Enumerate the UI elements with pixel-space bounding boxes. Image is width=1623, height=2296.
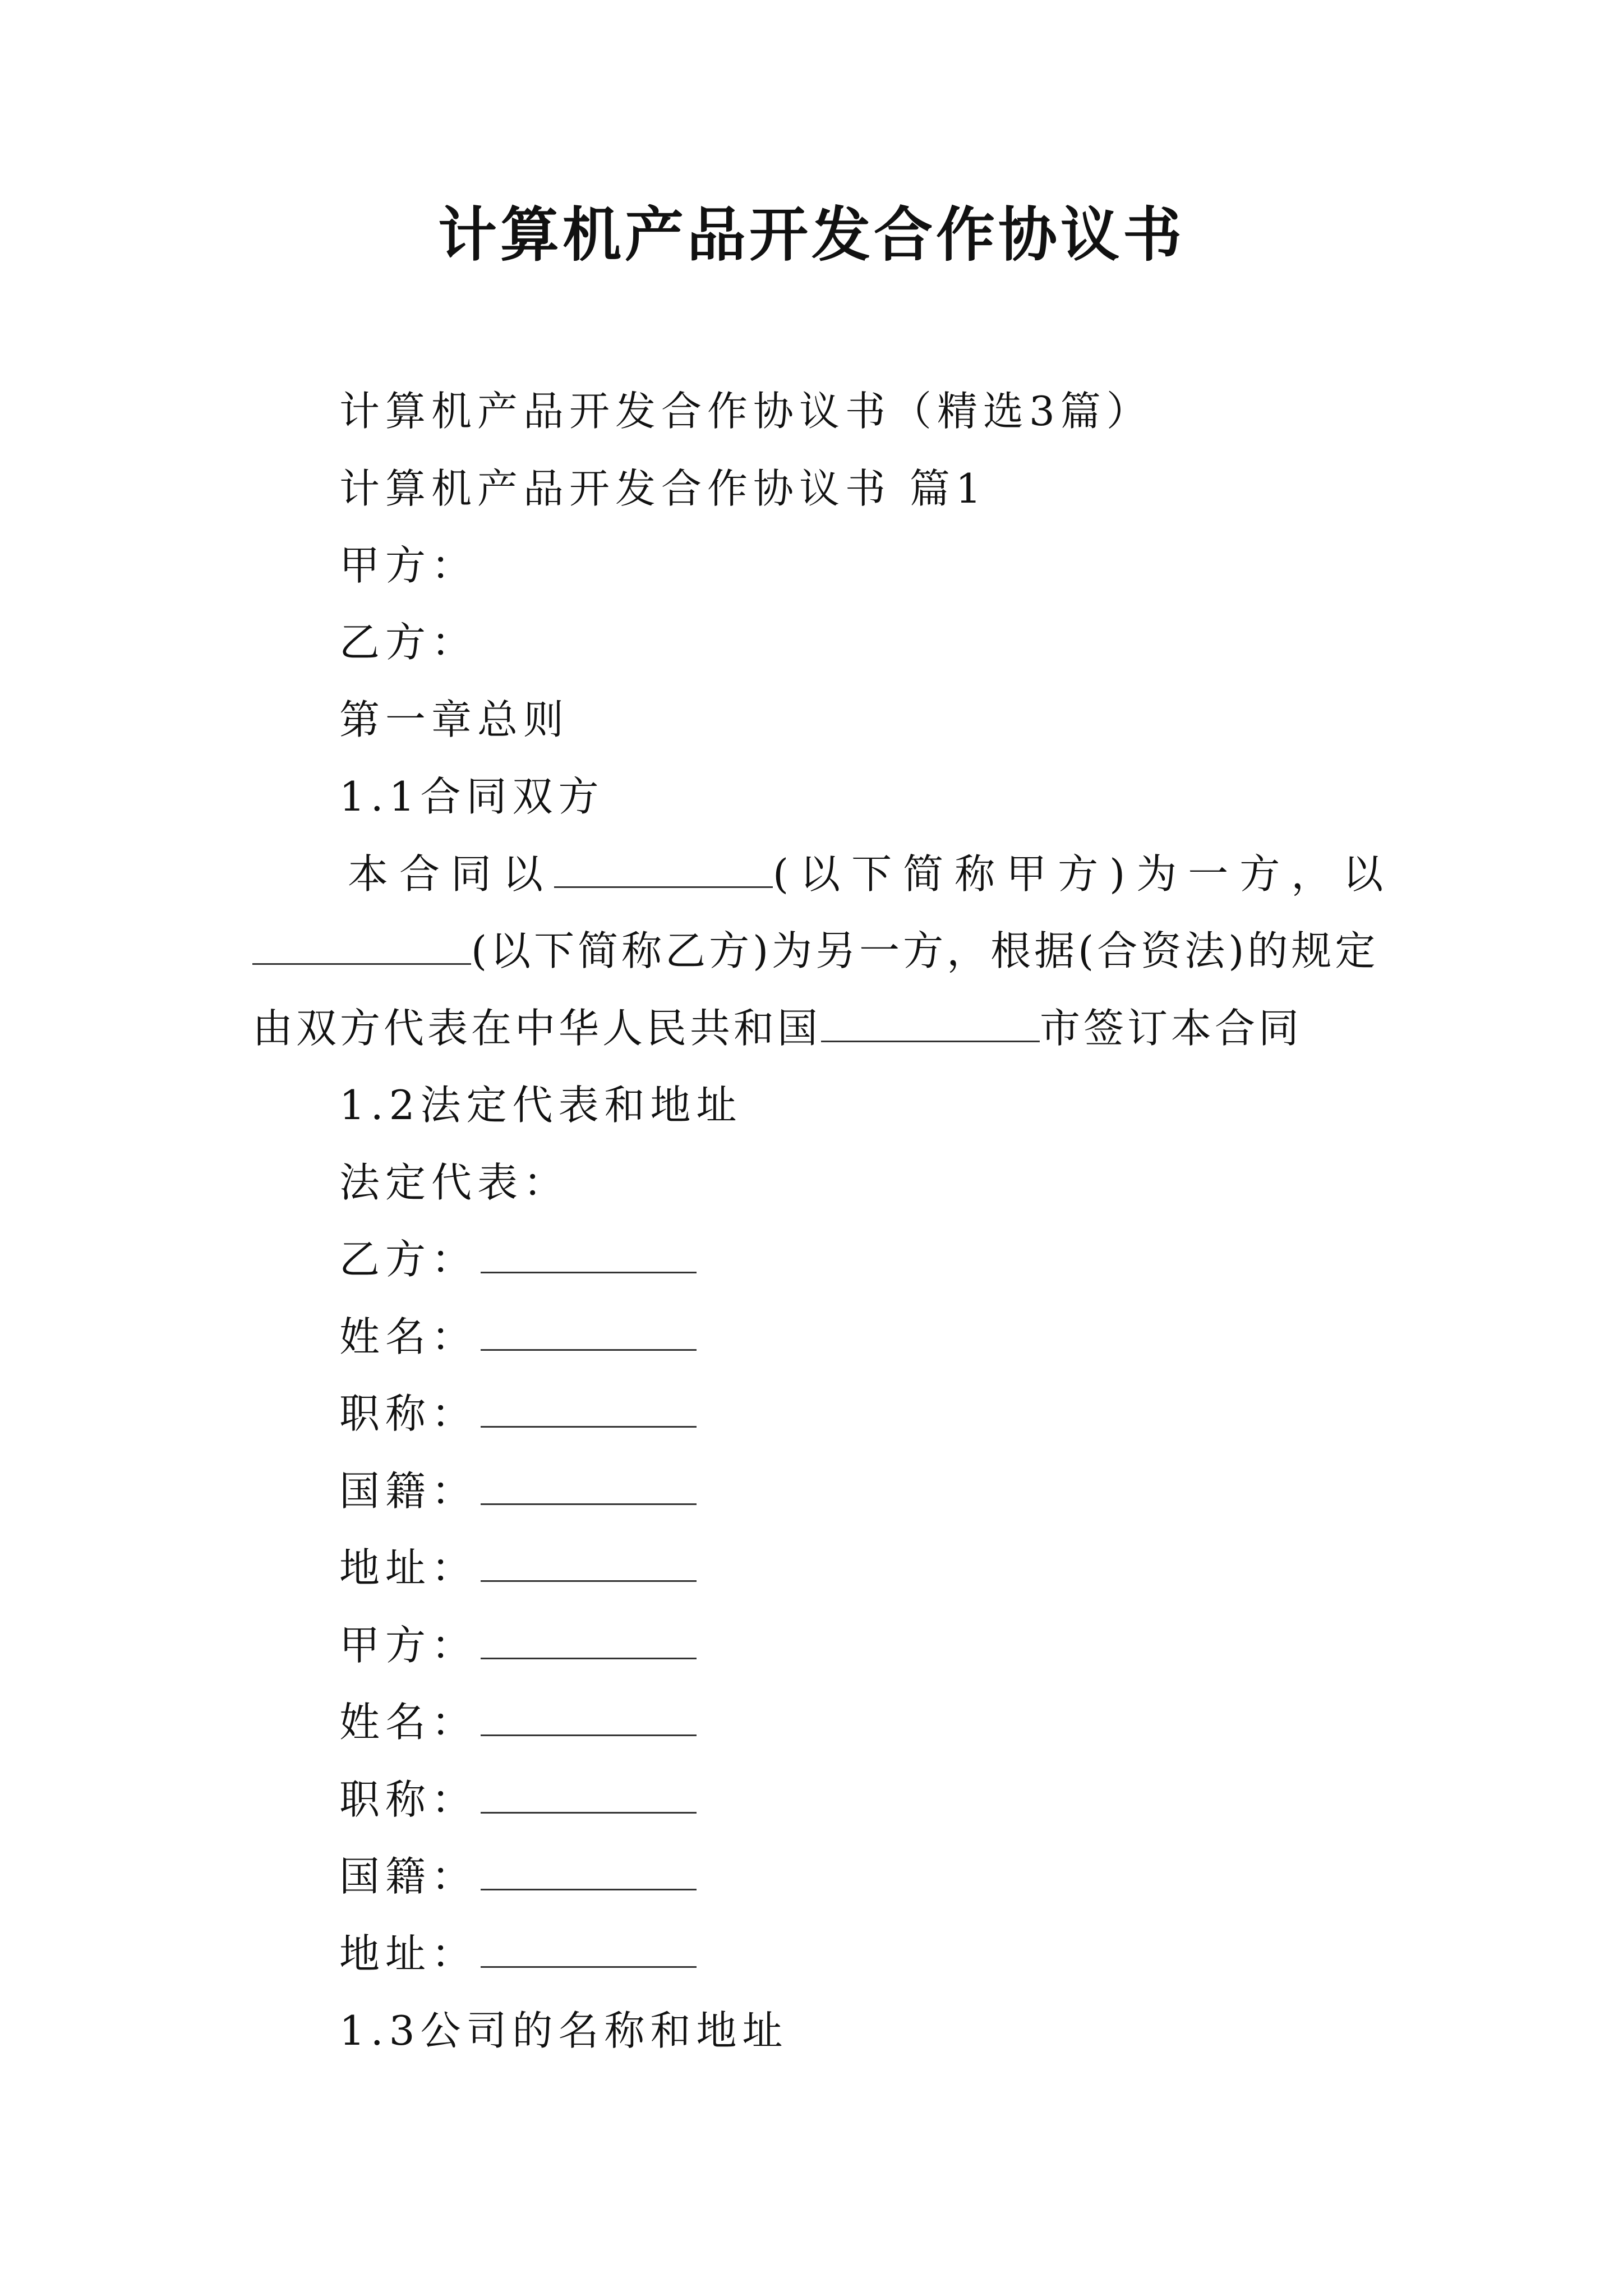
section-heading-1-3: 1.3公司的名称和地址 bbox=[339, 2007, 789, 2054]
field-row bbox=[339, 1235, 697, 1283]
field-row bbox=[339, 1621, 697, 1669]
field-row bbox=[339, 1775, 697, 1824]
blank-line bbox=[252, 928, 471, 965]
part-heading: 计算机产品开发合作协议书 篇1 bbox=[339, 465, 987, 512]
chapter-heading: 第一章总则 bbox=[339, 696, 570, 743]
field-label: 职称： bbox=[339, 1776, 478, 1823]
paragraph-text: (以下简称甲方)为一方，以 bbox=[773, 850, 1395, 898]
field-row bbox=[339, 1389, 697, 1438]
party-a-label: 甲方： bbox=[339, 542, 478, 589]
field-row bbox=[339, 1467, 697, 1515]
blank-line bbox=[481, 1931, 697, 1968]
field-label: 姓名： bbox=[339, 1699, 478, 1746]
blank-line bbox=[481, 1854, 697, 1890]
field-label: 职称： bbox=[339, 1390, 478, 1437]
blank-line bbox=[481, 1237, 697, 1273]
field-label: 地址： bbox=[339, 1930, 478, 1977]
field-row bbox=[339, 1313, 697, 1361]
document-title: 计算机产品开发合作协议书 bbox=[437, 200, 1185, 269]
section-heading-1-1: 1.1合同双方 bbox=[339, 773, 605, 820]
blank-line bbox=[481, 1623, 697, 1659]
field-row bbox=[339, 1544, 697, 1592]
field-label: 地址： bbox=[339, 1544, 478, 1591]
blank-line bbox=[481, 1469, 697, 1505]
blank-line bbox=[481, 1391, 697, 1428]
blank-line bbox=[481, 1777, 697, 1814]
paragraph-line bbox=[348, 850, 1394, 898]
blank-line bbox=[554, 852, 773, 888]
field-label: 甲方： bbox=[339, 1622, 478, 1669]
field-label: 国籍： bbox=[339, 1467, 478, 1515]
field-label: 姓名： bbox=[339, 1313, 478, 1360]
blank-line bbox=[481, 1314, 697, 1351]
paragraph-line bbox=[252, 1004, 1302, 1052]
legal-rep-label: 法定代表： bbox=[339, 1159, 570, 1206]
paragraph-line bbox=[252, 927, 1378, 975]
party-b-label: 乙方： bbox=[339, 619, 478, 666]
field-row bbox=[339, 1698, 697, 1746]
field-label: 乙方： bbox=[339, 1236, 478, 1283]
paragraph-text: 市签订本合同 bbox=[1040, 1005, 1303, 1052]
blank-line bbox=[481, 1700, 697, 1736]
blank-line bbox=[481, 1545, 697, 1582]
section-heading-1-2: 1.2法定代表和地址 bbox=[339, 1082, 743, 1129]
document-subtitle: 计算机产品开发合作协议书（精选3篇） bbox=[339, 388, 1152, 435]
blank-line bbox=[821, 1006, 1040, 1042]
paragraph-text: 由双方代表在中华人民共和国 bbox=[252, 1005, 822, 1052]
field-row bbox=[339, 1852, 697, 1901]
paragraph-text: 本合同以 bbox=[348, 850, 555, 898]
paragraph-text: (以下简称乙方)为另一方，根据(合资法)的规定 bbox=[471, 927, 1379, 974]
field-row bbox=[339, 1930, 697, 1978]
field-label: 国籍： bbox=[339, 1853, 478, 1900]
